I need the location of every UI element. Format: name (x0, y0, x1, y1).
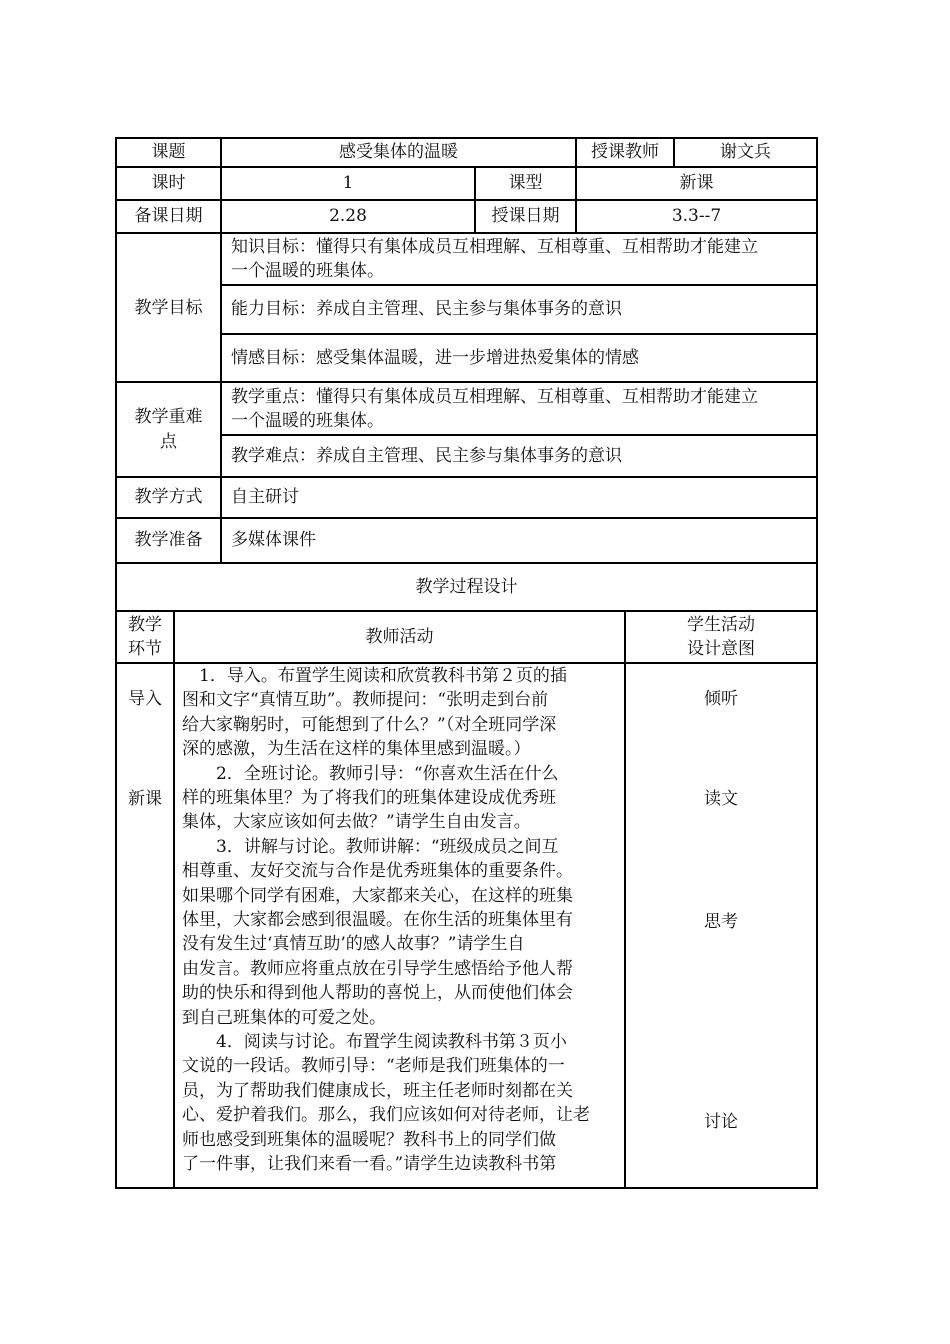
teacher-activity-line: 心、爱护着我们。那么，我们应该如何对待老师，让老 (182, 1105, 590, 1126)
stage-label: 导入 (128, 689, 162, 709)
teacher-activity-line: 助的快乐和得到他人帮助的喜悦上，从而使他们体会 (182, 983, 573, 1004)
teacher-activity-line: 了一件事，让我们来看一看。”请学生边读教科书第 (182, 1154, 557, 1174)
preparation-value: 多媒体课件 (231, 530, 316, 550)
teacher-activity-line: 相尊重、友好交流与合作是优秀班集体的重要条件。 (182, 861, 573, 882)
type-label: 课型 (508, 173, 543, 193)
row-divider (116, 562, 817, 564)
teacher-activity-line: 体里，大家都会感到很温暖。在你生活的班集体里有 (182, 910, 573, 930)
teacher-activity-line: 3．讲解与讨论。教师讲解：“班级成员之间互 (182, 836, 559, 857)
teacher-activity-line: 集体，大家应该如何去做？”请学生自由发言。 (182, 812, 531, 833)
teacher-activity-line: 1．导入。布置学生阅读和欣赏教科书第２页的插 (182, 666, 567, 686)
teacher-activity-line: 给大家鞠躬时，可能想到了什么？”（对全班同学深 (182, 714, 557, 735)
row-divider (221, 434, 817, 436)
method-value: 自主研讨 (231, 487, 299, 507)
hours-value: 1 (342, 173, 354, 193)
teacher-activity-line: 2．全班讨论。教师引导：“你喜欢生活在什么 (182, 763, 559, 784)
teacher-activity-line: 员，为了帮助我们健康成长，班主任老师时刻都在关 (182, 1080, 573, 1101)
teacher-value: 谢文兵 (720, 142, 771, 162)
key-points-label: 教学重难 (134, 407, 203, 427)
preparation-label: 教学准备 (134, 530, 203, 550)
col-divider (173, 610, 175, 1188)
stage-label: 新课 (128, 789, 162, 809)
col-stage-header: 环节 (128, 639, 162, 659)
student-activity: 思考 (704, 912, 738, 932)
teach-date-label: 授课日期 (491, 206, 560, 226)
knowledge-objective-line: 一个温暖的班集体。 (231, 261, 384, 281)
prep-date-label: 备课日期 (134, 206, 203, 226)
key-points-label: 点 (160, 432, 177, 452)
method-label: 教学方式 (134, 487, 203, 507)
teacher-label: 授课教师 (591, 142, 659, 162)
col-teacher-header: 教师活动 (365, 627, 434, 647)
objectives-label: 教学目标 (134, 298, 203, 318)
ability-objective: 能力目标：养成自主管理、民主参与集体事务的意识 (231, 299, 622, 319)
teacher-activity-line: 文说的一段话。教师引导：“老师是我们班集体的一 (182, 1056, 565, 1077)
row-divider (221, 284, 817, 286)
topic-label: 课题 (151, 142, 186, 162)
student-activity: 读文 (704, 789, 738, 809)
student-activity: 讨论 (704, 1112, 738, 1132)
col-student-header: 学生活动 (687, 615, 755, 635)
row-divider (221, 333, 817, 335)
knowledge-objective-line: 知识目标：懂得只有集体成员互相理解、互相尊重、互相帮助才能建立 (231, 237, 758, 257)
col-stage-header: 教学 (128, 615, 162, 635)
teacher-activity-line: 4．阅读与讨论。布置学生阅读教科书第３页小 (182, 1032, 567, 1052)
emotion-objective: 情感目标：感受集体温暖，进一步增进热爱集体的情感 (231, 348, 639, 368)
key-point-line: 一个温暖的班集体。 (231, 411, 384, 431)
teacher-activity-line: 如果哪个同学有困难，大家都来关心，在这样的班集 (182, 885, 573, 906)
key-point-line: 教学重点：懂得只有集体成员互相理解、互相尊重、互相帮助才能建立 (231, 387, 758, 407)
process-title: 教学过程设计 (415, 577, 518, 597)
teach-date-value: 3.3--7 (671, 206, 722, 226)
type-value: 新课 (679, 173, 714, 193)
teacher-activity-line: 样的班集体里？为了将我们的班集体建设成优秀班 (182, 788, 556, 808)
teacher-activity-line: 由发言。教师应将重点放在引导学生感悟给予他人帮 (182, 958, 573, 979)
hours-label: 课时 (151, 173, 186, 193)
teacher-activity-line: 没有发生过‘真情互助’的感人故事？”请学生自 (182, 934, 525, 955)
topic-value: 感受集体的温暖 (339, 142, 458, 162)
prep-date-value: 2.28 (329, 206, 367, 226)
col-divider (220, 138, 222, 562)
col-student-header: 设计意图 (687, 639, 755, 659)
teacher-activity-line: 图和文字“真情互助”。教师提问：“张明走到台前 (182, 690, 549, 711)
teacher-activity-line: 师也感受到班集体的温暖呢？教科书上的同学们做 (182, 1129, 556, 1150)
difficult-point: 教学难点：养成自主管理、民主参与集体事务的意识 (231, 446, 622, 466)
student-activity: 倾听 (704, 689, 738, 709)
teacher-activity-line: 到自己班集体的可爱之处。 (182, 1007, 386, 1028)
teacher-activity-line: 深的感激，为生活在这样的集体里感到温暖。） (182, 739, 531, 760)
row-divider (116, 610, 817, 612)
